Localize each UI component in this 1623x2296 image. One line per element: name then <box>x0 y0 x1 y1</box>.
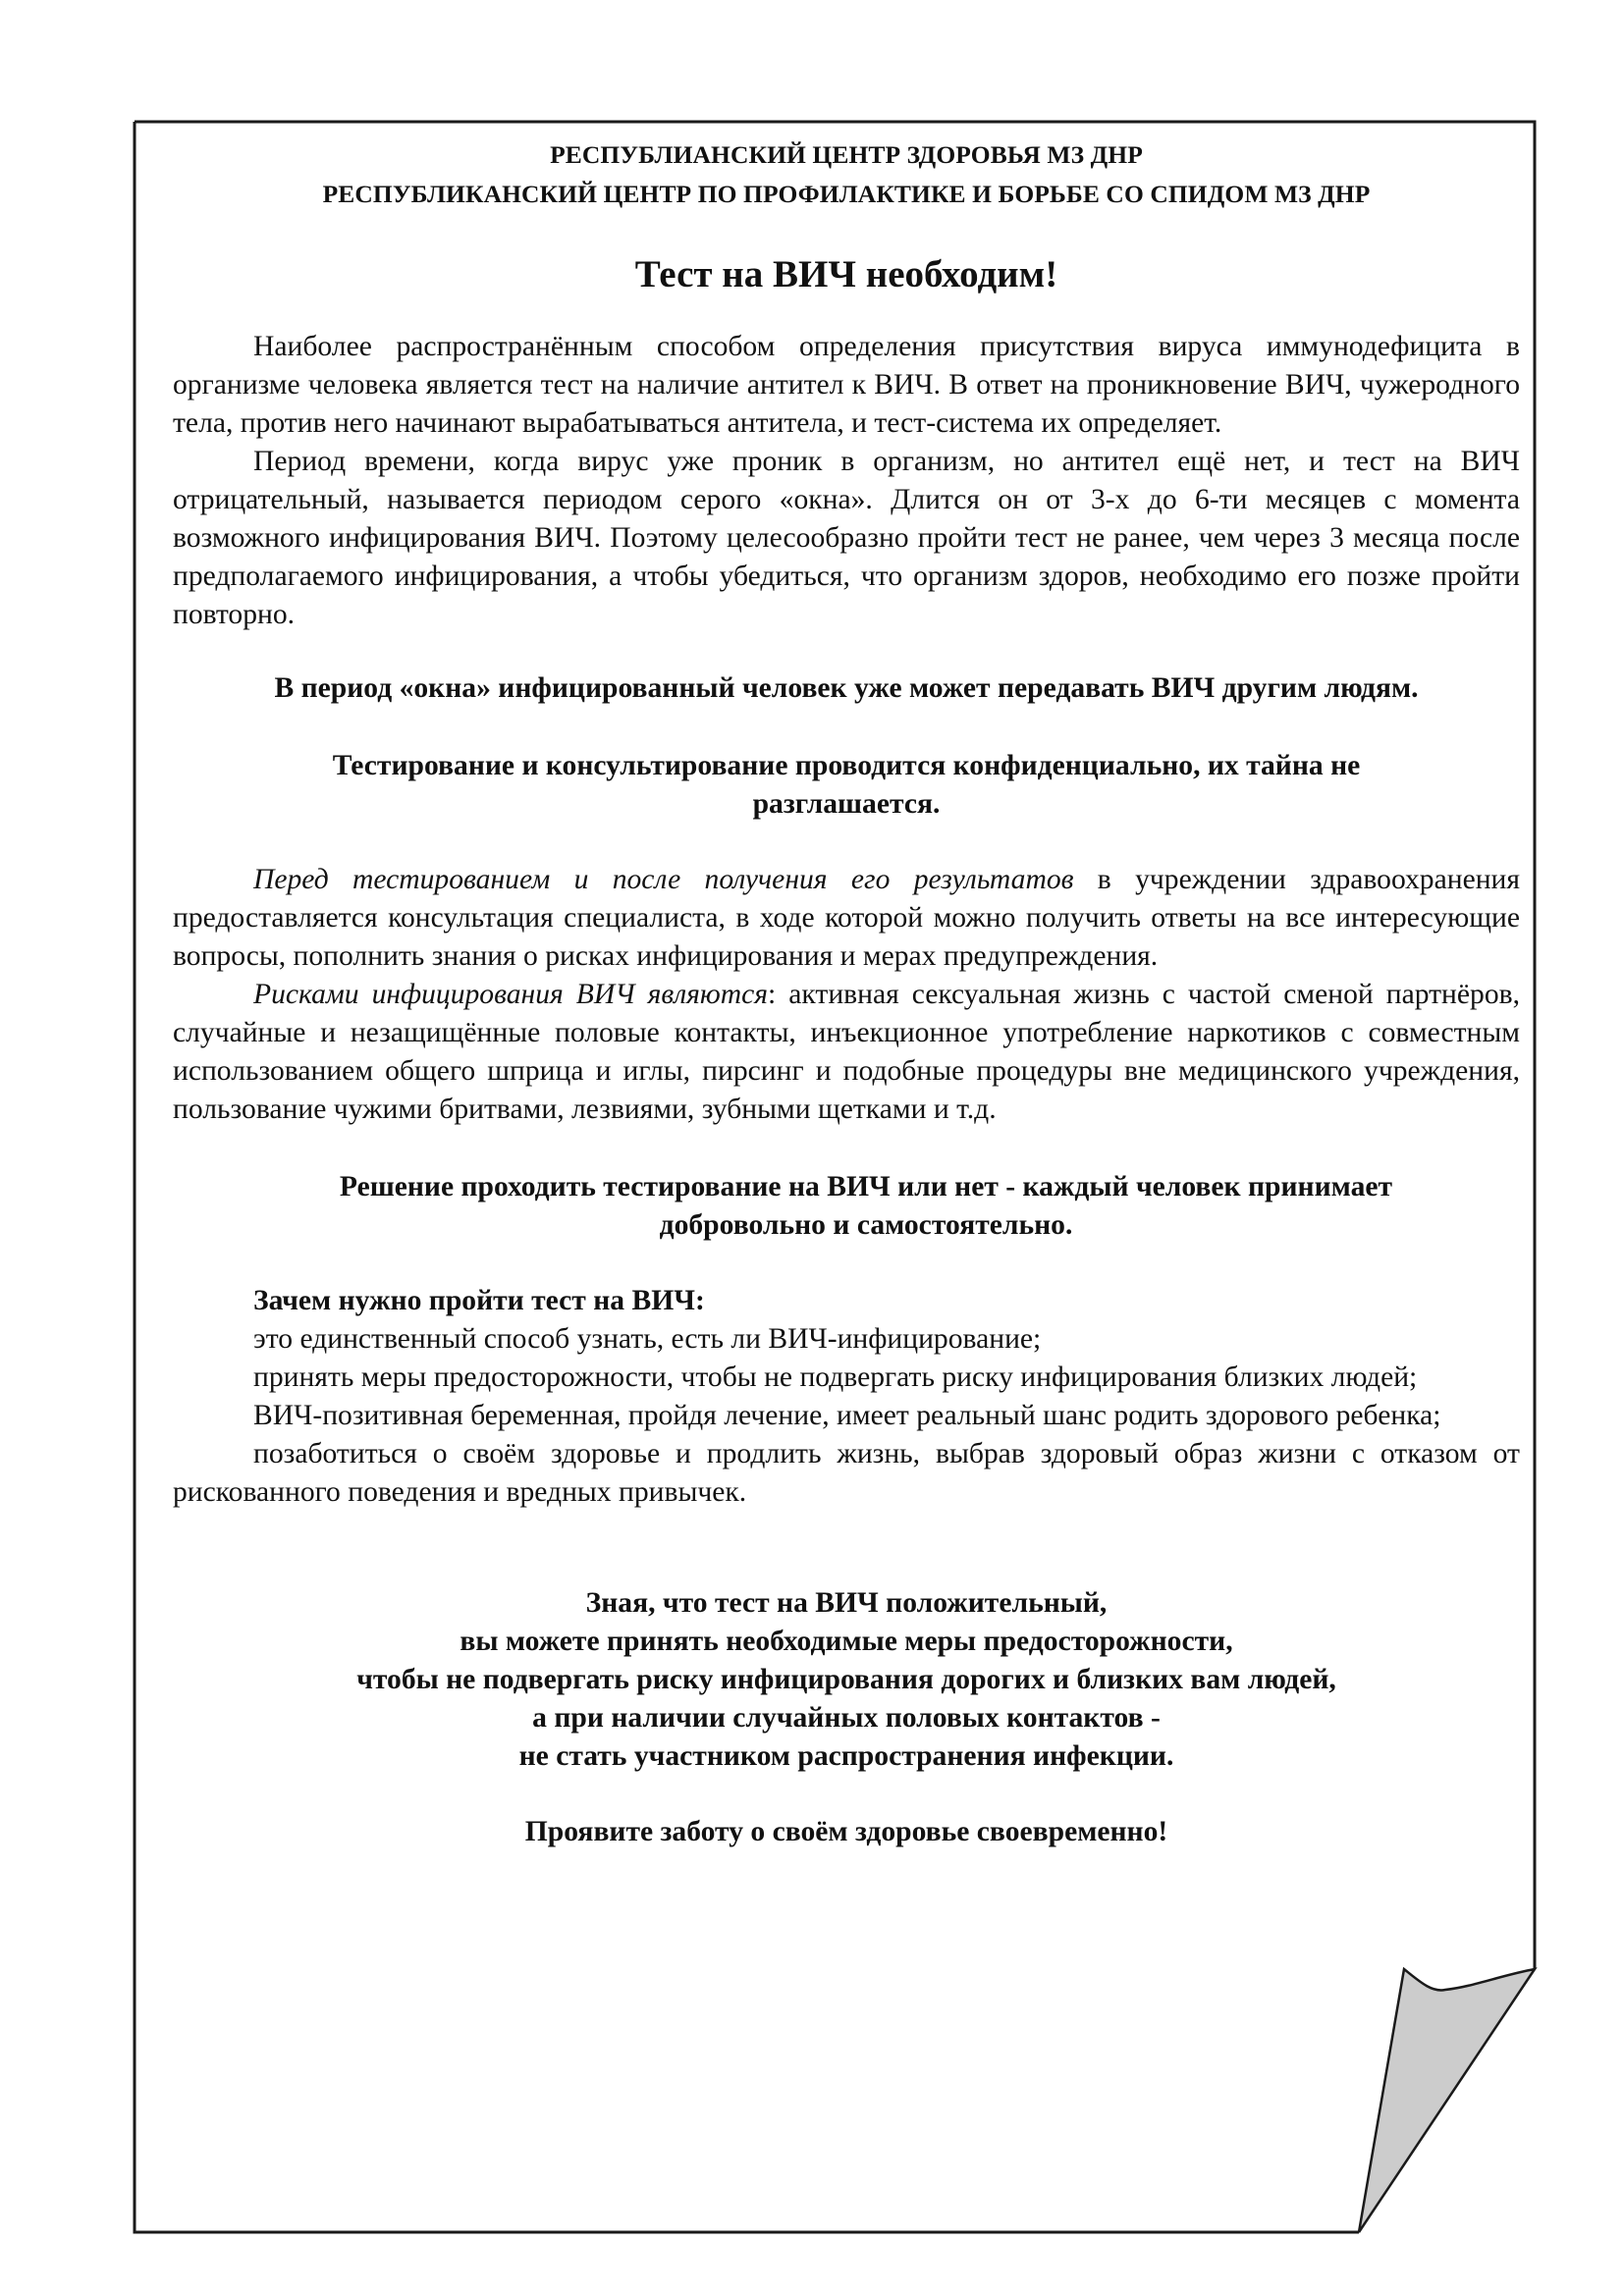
closing-line: а при наличии случайных половых контактов - <box>532 1702 1161 1734</box>
why-test-item: ВИЧ-позитивная беременная, пройдя лечение, имеет реальный шанс родить здорового ребенка; <box>253 1400 1441 1431</box>
consultation-paragraph <box>173 861 1520 976</box>
intro-paragraph-2: Период времени, когда вирус уже проник в организм, но антител ещё нет, и тест на ВИЧ отрицательный, называется периодом серого «окна». Длится он от 3-х до 6-ти месяцев с момента возможного инфицирования ВИЧ. Поэтому целесообразно пройти тест не ранее, чем через 3 месяца после предполагаемого инфицирования, а чтобы убедиться, что организм здоров, необходимо его позже пройти повторно. <box>173 446 1520 630</box>
closing-line: чтобы не подвергать риску инфицирования дорогих и близких вам людей, <box>356 1664 1336 1695</box>
consultation-lead: Перед тестированием и после получения его результатов <box>253 864 1074 895</box>
call-to-action: Проявите заботу о своём здоровье своевременно! <box>524 1816 1168 1847</box>
closing-line: Зная, что тест на ВИЧ положительный, <box>585 1587 1108 1619</box>
closing-line: не стать участником распространения инфекции. <box>518 1740 1174 1772</box>
intro-paragraph-1: Наиболее распространённым способом определения присутствия вируса иммунодефицита в организме человека является тест на наличие антител к ВИЧ. В ответ на проникновение ВИЧ, чужеродного тела, против него начинают вырабатываться антитела, и тест-система их определяет. <box>173 331 1520 439</box>
confidentiality-line-2: разглашается. <box>752 788 941 820</box>
why-test-item: это единственный способ узнать, есть ли ВИЧ-инфицирование; <box>253 1323 1042 1355</box>
decision-line-2: добровольно и самостоятельно. <box>659 1209 1073 1241</box>
why-test-item: принять меры предосторожности, чтобы не подвергать риску инфицирования близких людей; <box>253 1362 1418 1393</box>
closing-message <box>173 1584 1520 1776</box>
risks-paragraph <box>173 976 1520 1129</box>
organization-name-2: РЕСПУБЛИКАНСКИЙ ЦЕНТР ПО ПРОФИЛАКТИКЕ И БОРЬБЕ СО СПИДОМ МЗ ДНР <box>322 180 1371 208</box>
why-test-section <box>173 1282 1520 1512</box>
organization-name-1: РЕСПУБЛИАНСКИЙ ЦЕНТР ЗДОРОВЬЯ МЗ ДНР <box>550 140 1143 169</box>
closing-line: вы можете принять необходимые меры предосторожности, <box>460 1626 1233 1657</box>
decision-line-1: Решение проходить тестирование на ВИЧ или нет - каждый человек принимает <box>339 1171 1393 1202</box>
risks-text: : активная сексуальная жизнь с частой сменой партнёров, случайные и незащищённые половые контакты, инъекционное употребление наркотиков с совместным использованием общего шприца и иглы, пирсинг и подобные процедуры вне медицинского учреждения, пользование чужими бритвами, лезвиями, зубными щетками и т.д. <box>173 979 1520 1125</box>
document-content <box>173 128 1520 1851</box>
why-test-item: позаботиться о своём здоровье и продлить жизнь, выбрав здоровый образ жизни с отказом от рискованного поведения и вредных привычек. <box>173 1438 1520 1508</box>
consultation-text: в учреждении здравоохранения предоставляется консультация специалиста, в ходе которой можно получить ответы на все интересующие вопросы, пополнить знания о рисках инфицирования и мерах предупреждения. <box>173 864 1520 972</box>
risks-lead: Рисками инфицирования ВИЧ являются <box>253 979 769 1010</box>
page-curl-icon <box>1359 1969 1535 2232</box>
decision-notice <box>173 1168 1520 1245</box>
window-period-warning: В период «окна» инфицированный человек уже может передавать ВИЧ другим людям. <box>274 672 1419 704</box>
confidentiality-line-1: Тестирование и консультирование проводится конфиденциально, их тайна не <box>332 750 1361 781</box>
confidentiality-notice <box>173 747 1520 824</box>
why-test-title: Зачем нужно пройти тест на ВИЧ: <box>253 1285 705 1316</box>
page-title: Тест на ВИЧ необходим! <box>634 253 1058 295</box>
